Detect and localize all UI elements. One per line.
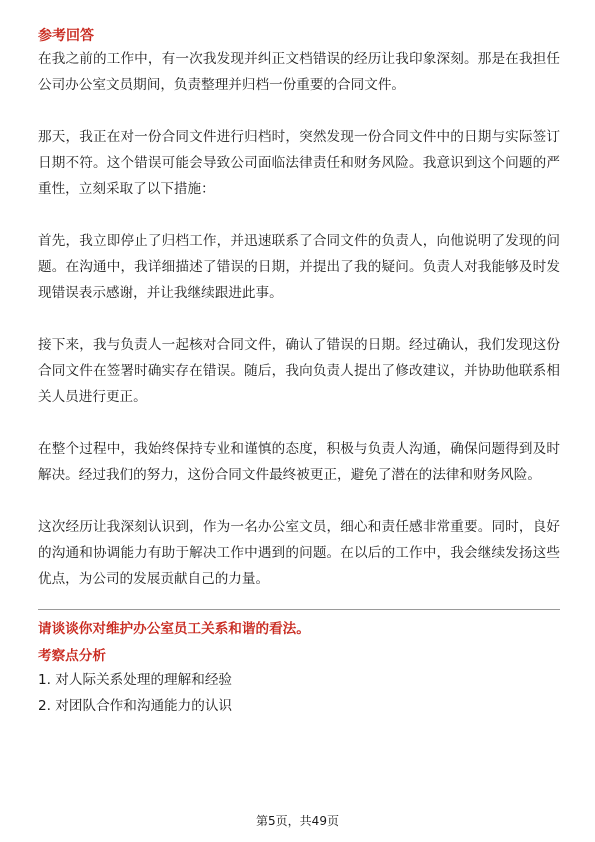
paragraph-gap <box>38 306 560 332</box>
paragraph-gap <box>38 202 560 228</box>
paragraph-5: 在整个过程中，我始终保持专业和谨慎的态度，积极与负责人沟通，确保问题得到及时解决。经过我们的努力，这份合同文件最终被更正，避免了潜在的法律和财务风险。 <box>38 441 560 483</box>
document-page <box>38 26 560 719</box>
paragraph-gap <box>38 98 560 124</box>
paragraph-6: 这次经历让我深刻认识到，作为一名办公室文员，细心和责任感非常重要。同时，良好的沟通和协调能力有助于解决工作中遇到的问题。在以后的工作中，我会继续发扬这些优点，为公司的发展贡献自己的力量。 <box>38 519 560 587</box>
section-divider <box>38 609 560 610</box>
analysis-item: 2. 对团队合作和沟通能力的认识 <box>38 698 233 714</box>
paragraph-3: 首先，我立即停止了归档工作，并迅速联系了合同文件的负责人，向他说明了发现的问题。在沟通中，我详细描述了错误的日期，并提出了我的疑问。负责人对我能够及时发现错误表示感谢，并让我继续跟进此事。 <box>38 233 560 301</box>
paragraph-gap <box>38 410 560 436</box>
paragraph-4: 接下来，我与负责人一起核对合同文件，确认了错误的日期。经过确认，我们发现这份合同文件在签署时确实存在错误。随后，我向负责人提出了修改建议，并协助他联系相关人员进行更正。 <box>38 337 560 405</box>
next-question: 请谈谈你对维护办公室员工关系和谐的看法。 <box>38 621 310 637</box>
analysis-item: 1. 对人际关系处理的理解和经验 <box>38 672 233 688</box>
paragraph-2: 那天，我正在对一份合同文件进行归档时，突然发现一份合同文件中的日期与实际签订日期不符。这个错误可能会导致公司面临法律责任和财务风险。我意识到这个问题的严重性，立刻采取了以下措施： <box>38 129 560 197</box>
page-footer: 第5页，共49页 <box>256 814 339 828</box>
paragraph-gap <box>38 488 560 514</box>
paragraph-1: 在我之前的工作中，有一次我发现并纠正文档错误的经历让我印象深刻。那是在我担任公司办公室文员期间，负责整理并归档一份重要的合同文件。 <box>38 51 560 93</box>
analysis-heading: 考察点分析 <box>38 648 106 664</box>
answer-heading: 参考回答 <box>38 28 94 44</box>
